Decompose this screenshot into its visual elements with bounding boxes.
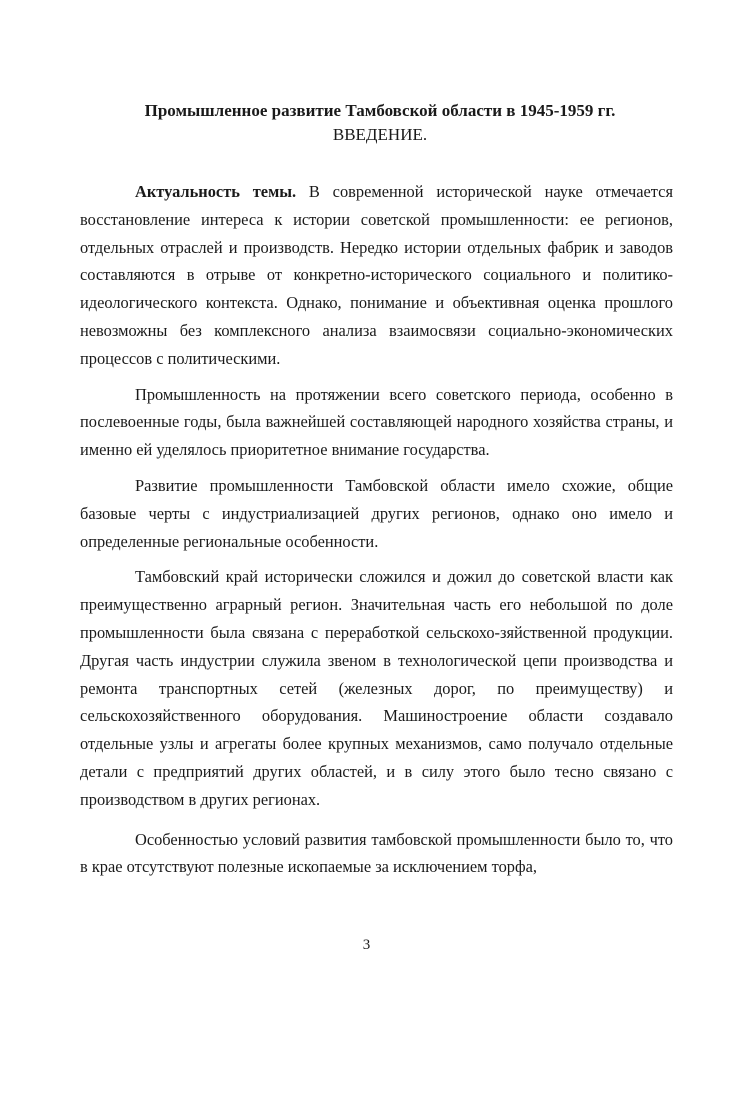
paragraph-lead: Актуальность темы. bbox=[135, 182, 297, 201]
paragraph-relevance bbox=[80, 178, 673, 373]
paragraph-industry-soviet-period: Промышленность на протяжении всего советского периода, особенно в послевоенные годы, была важнейшей составляющей народного хозяйства страны, и именно ей уделялось приоритетное внимание государства. bbox=[80, 384, 673, 460]
paragraph-tambov-development: Развитие промышленности Тамбовской области имело схожие, общие базовые черты с индустриализацией других регионов, однако оно имело и определенные региональные особенности. bbox=[80, 475, 673, 551]
body-text bbox=[80, 178, 673, 881]
paragraph-text: В современной исторической науке отмечается восстановление интереса к истории советской промышленности: ее регионов, отдельных отраслей и производств. Нередко истории отдельных фабрик и заводов составляются в отрыве от конкретно-исторического социального и политико-идеологического контекста. Однако, понимание и объективная оценка прошлого невозможны без комплексного анализа взаимосвязи социально-экономических процессов с политическими. bbox=[80, 182, 673, 368]
section-heading: ВВЕДЕНИЕ. bbox=[332, 125, 428, 144]
paragraph-conditions: Особенностью условий развития тамбовской промышленности было то, что в крае отсутствуют полезные ископаемые за исключением торфа, bbox=[80, 829, 673, 877]
document-title: Промышленное развитие Тамбовской области в 1945-1959 гг. bbox=[144, 101, 616, 120]
page-number: 3 bbox=[362, 937, 371, 953]
paragraph-agrarian-region: Тамбовский край исторически сложился и дожил до советской власти как преимущественно аграрный регион. Значительная часть его небольшой по доле промышленности была связана с переработкой сельскохо-зяйственной продукции. Другая часть индустрии служила звеном в технологической цепи производства и ремонта транспортных сетей (железных дорог, по преимуществу) и сельскохозяйственного оборудования. Машиностроение области создавало отдельные узлы и агрегаты более крупных механизмов, само получало отдельные детали с предприятий других областей, и в силу этого было тесно связано с производством в других регионах. bbox=[80, 567, 673, 809]
